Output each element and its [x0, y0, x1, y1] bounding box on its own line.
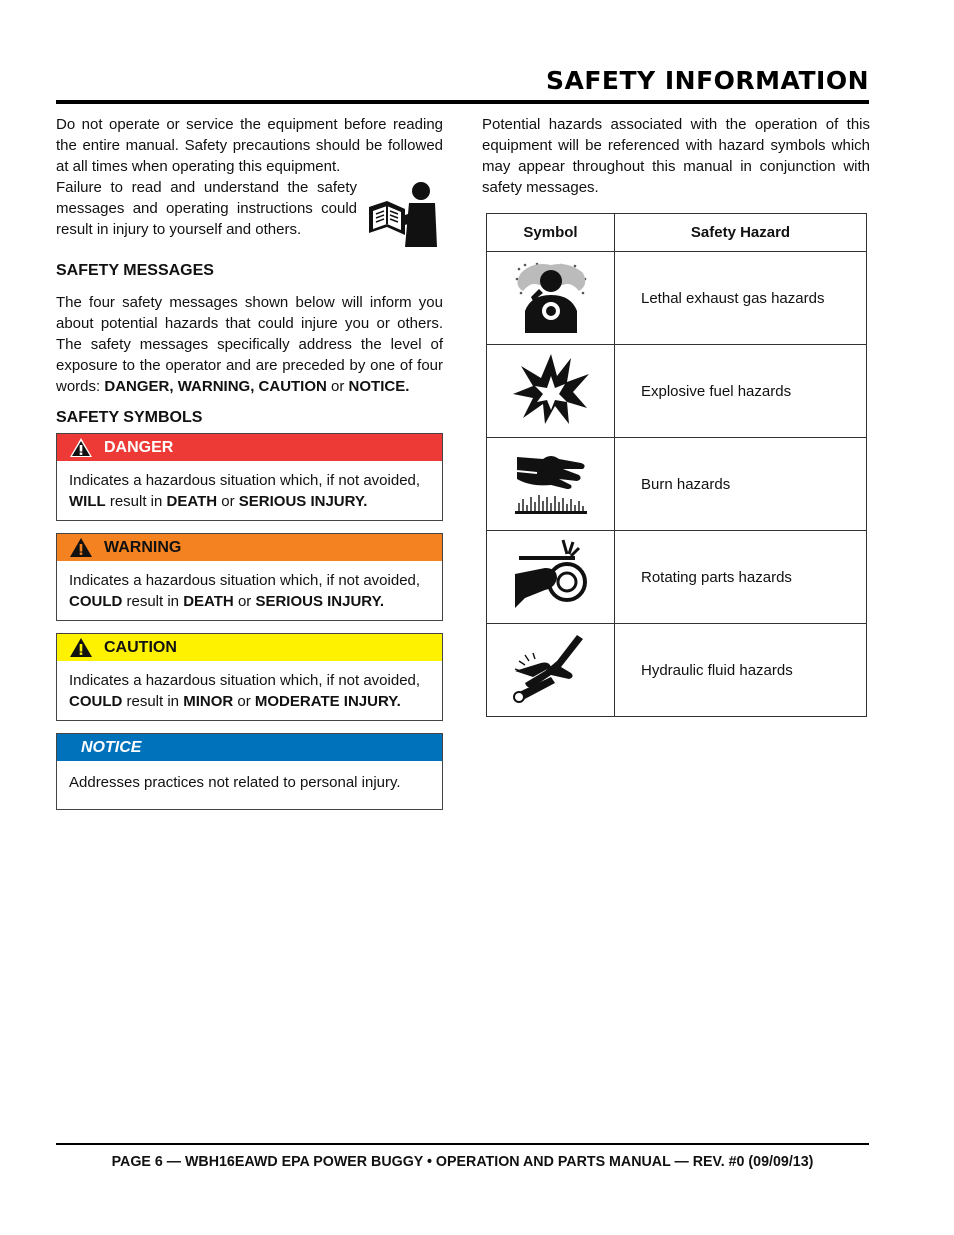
hazards-intro: Potential hazards associated with the operation of this equipment will be referenced with hazard symbols which may appear throughout this manual in conjunction with safety messages. [482, 116, 870, 196]
symbol-cell [487, 531, 615, 624]
notice-header [57, 734, 442, 761]
table-row [487, 345, 867, 438]
symbol-cell [487, 438, 615, 531]
exhaust-gas-icon [511, 259, 591, 333]
warning-result-in: result in [126, 593, 180, 610]
notice-word: NOTICE. [348, 378, 410, 395]
warning-triangle-icon [69, 537, 93, 558]
danger-warning-triangle-icon [69, 437, 93, 458]
danger-pre: Indicates a hazardous situation which, if not avoided, [69, 472, 421, 489]
notice-box [56, 733, 443, 810]
safety-messages-text [56, 292, 443, 397]
table-row [487, 438, 867, 531]
intro-text-1: Do not operate or service the equipment before reading the entire manual. Safety precautions should be followed at all times when operating this equipment. [56, 116, 443, 175]
notice-label: NOTICE [81, 738, 142, 756]
hazard-label-cell: Burn hazards [615, 438, 867, 531]
person-reading-manual-icon [365, 181, 443, 247]
danger-text [57, 461, 442, 520]
caution-box [56, 633, 443, 721]
footer-rule [56, 1143, 869, 1145]
or-word: or [331, 378, 345, 395]
hydraulic-fluid-icon [511, 631, 591, 705]
left-column [56, 114, 443, 822]
caution-or: or [237, 693, 251, 710]
caution-level: COULD [69, 693, 123, 710]
right-column [482, 114, 870, 717]
warning-text [57, 561, 442, 620]
warning-pre: Indicates a hazardous situation which, if not avoided, [69, 572, 421, 589]
caution-outcome-1: MINOR [183, 693, 234, 710]
danger-label: DANGER [104, 438, 174, 456]
danger-or: or [221, 493, 235, 510]
caution-header [57, 634, 442, 661]
hazard-label-cell: Hydraulic fluid hazards [615, 624, 867, 717]
caution-label: CAUTION [104, 638, 177, 656]
warning-box [56, 533, 443, 621]
table-row [487, 624, 867, 717]
caution-triangle-icon [69, 637, 93, 658]
rotating-parts-icon [511, 538, 591, 612]
notice-text [57, 761, 442, 809]
safety-messages-heading: SAFETY MESSAGES [56, 262, 214, 279]
danger-level: WILL [69, 493, 106, 510]
caution-text [57, 661, 442, 720]
danger-outcome-1: DEATH [166, 493, 218, 510]
page-title: SAFETY INFORMATION [546, 66, 869, 95]
safety-messages-body: The four safety messages shown below will inform you about potential hazards that could injure you or others. The safety messages specifically address the level of exposure to the operator and are preceded by one of four words: [56, 294, 443, 395]
warning-or: or [237, 593, 252, 610]
warning-level: COULD [69, 593, 123, 610]
symbol-cell [487, 345, 615, 438]
intro-section [56, 114, 443, 240]
warning-outcome-1: DEATH [183, 593, 234, 610]
caution-outcome-2: MODERATE INJURY. [254, 693, 401, 710]
warning-outcome-2: SERIOUS INJURY. [255, 593, 385, 610]
intro-paragraph [56, 114, 443, 177]
hazard-label-cell: Explosive fuel hazards [615, 345, 867, 438]
hazard-label-cell: Lethal exhaust gas hazards [615, 252, 867, 345]
table-row [487, 531, 867, 624]
danger-header [57, 434, 442, 461]
danger-outcome-2: SERIOUS INJURY. [238, 493, 368, 510]
warning-header [57, 534, 442, 561]
hazard-label-cell: Rotating parts hazards [615, 531, 867, 624]
symbol-column-header: Symbol [487, 214, 615, 252]
hazard-symbols-table [486, 213, 867, 717]
caution-result-in: result in [126, 693, 180, 710]
safety-symbols-heading: SAFETY SYMBOLS [56, 409, 203, 426]
danger-box [56, 433, 443, 521]
symbol-cell [487, 252, 615, 345]
intro-text-2: Failure to read and understand the safety messages and operating instructions could result in injury to yourself and others. [56, 179, 357, 238]
table-row [487, 252, 867, 345]
danger-result-in: result in [109, 493, 163, 510]
table-header-row [487, 214, 867, 252]
hazard-column-header: Safety Hazard [615, 214, 867, 252]
symbol-cell [487, 624, 615, 717]
signal-words: DANGER, WARNING, CAUTION [104, 378, 327, 395]
caution-pre: Indicates a hazardous situation which, if not avoided, [69, 672, 421, 689]
burn-hand-icon [511, 445, 591, 519]
notice-body: Addresses practices not related to personal injury. [69, 774, 401, 791]
explosion-icon [511, 352, 591, 426]
header-rule [56, 100, 869, 104]
page-footer: PAGE 6 — WBH16EAWD EPA POWER BUGGY • OPERATION AND PARTS MANUAL — REV. #0 (09/09/13) [111, 1153, 814, 1170]
warning-label: WARNING [104, 538, 182, 556]
